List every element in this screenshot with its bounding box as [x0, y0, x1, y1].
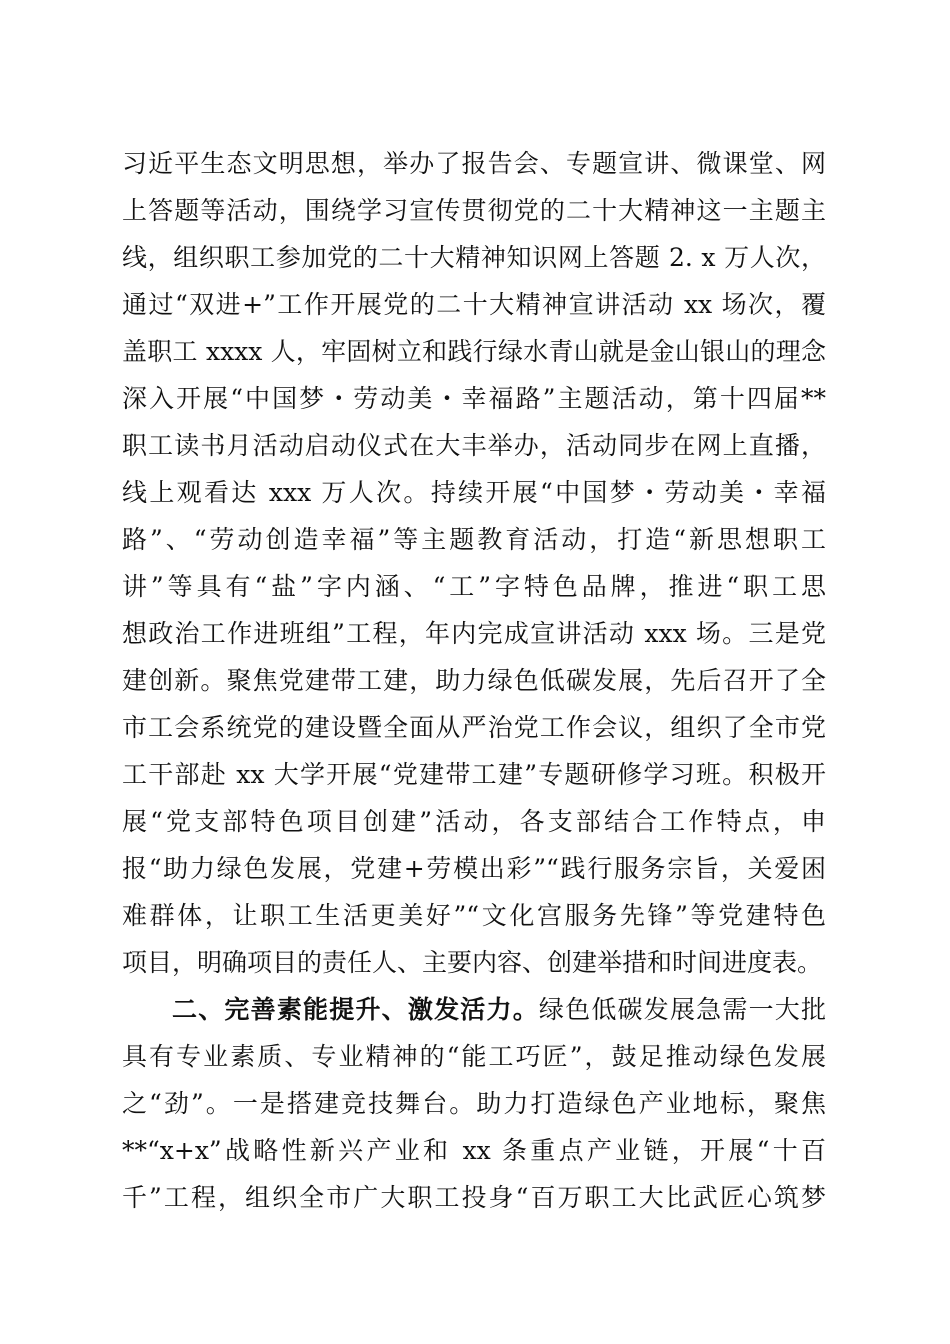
- text-line: 建创新。聚焦党建带工建，助力绿色低碳发展，先后召开了全: [122, 666, 826, 695]
- text-line: 之“劲”。一是搭建竞技舞台。助力打造绿色产业地标，聚焦: [122, 1089, 826, 1118]
- text-line: 讲”等具有“盐”字内涵、“工”字特色品牌，推进“职工思: [122, 572, 826, 601]
- body-text: [122, 140, 826, 1221]
- text-line: 通过“双进+”工作开展党的二十大精神宣讲活动 xx 场次，覆: [122, 290, 826, 319]
- text-line: 项目，明确项目的责任人、主要内容、创建举措和时间进度表。: [122, 948, 823, 977]
- section-first-line-text: 绿色低碳发展急需一大批: [538, 995, 826, 1024]
- text-line: 难群体，让职工生活更美好”“文化宫服务先锋”等党建特色: [122, 901, 826, 930]
- text-line: 深入开展“中国梦・劳动美・幸福路”主题活动，第十四届**: [122, 384, 826, 413]
- text-line: 路”、“劳动创造幸福”等主题教育活动，打造“新思想职工: [122, 525, 826, 554]
- text-line: 盖职工 xxxx 人，牢固树立和践行绿水青山就是金山银山的理念: [122, 337, 826, 366]
- text-line: 市工会系统党的建设暨全面从严治党工作会议，组织了全市党: [122, 713, 826, 742]
- text-line: 想政治工作进班组”工程，年内完成宣讲活动 xxx 场。三是党: [122, 619, 826, 648]
- section-heading: 二、完善素能提升、激发活力。: [172, 995, 539, 1024]
- section-first-line: [122, 986, 826, 1033]
- text-line: 工干部赴 xx 大学开展“党建带工建”专题研修学习班。积极开: [122, 760, 826, 789]
- text-line: 具有专业素质、专业精神的“能工巧匠”，鼓足推动绿色发展: [122, 1042, 826, 1071]
- text-line: 线上观看达 xxx 万人次。持续开展“中国梦・劳动美・幸福: [122, 478, 826, 507]
- text-line: **“x+x”战略性新兴产业和 xx 条重点产业链，开展“十百: [122, 1136, 826, 1165]
- text-line: 习近平生态文明思想，举办了报告会、专题宣讲、微课堂、网: [122, 149, 826, 178]
- text-line: 展“党支部特色项目创建”活动，各支部结合工作特点，申: [122, 807, 826, 836]
- text-line: 上答题等活动，围绕学习宣传贯彻党的二十大精神这一主题主: [122, 196, 826, 225]
- text-line: 报“助力绿色发展，党建+劳模出彩”“践行服务宗旨，关爱困: [122, 854, 826, 883]
- text-line: 千”工程，组织全市广大职工投身“百万职工大比武匠心筑梦: [122, 1183, 826, 1212]
- text-line: 线，组织职工参加党的二十大精神知识网上答题 2. x 万人次，: [122, 243, 826, 272]
- text-line: 职工读书月活动启动仪式在大丰举办，活动同步在网上直播，: [122, 431, 826, 460]
